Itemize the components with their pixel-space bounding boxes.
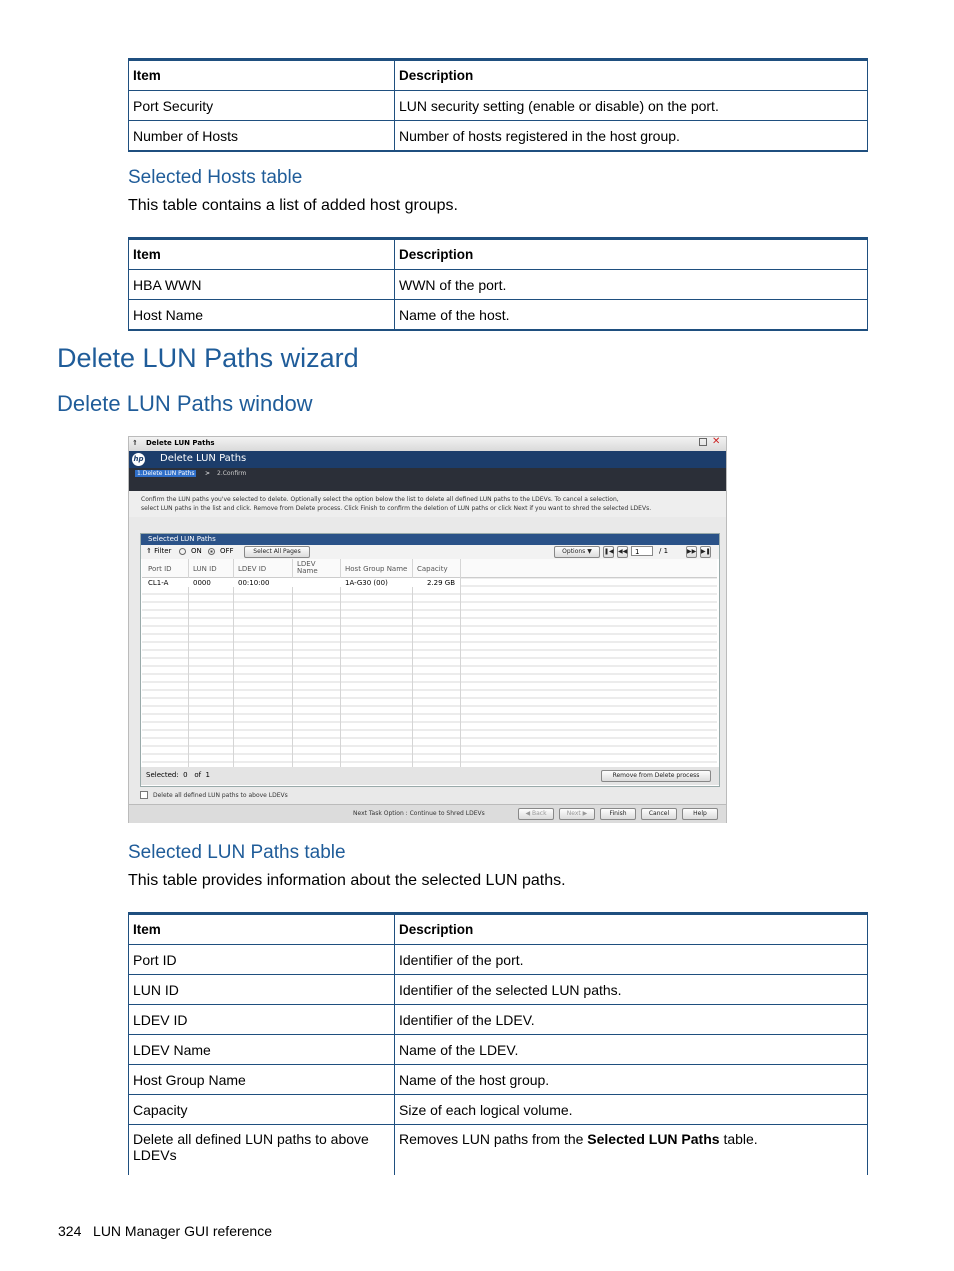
selected-lun-paths-panel [140,533,720,787]
table-row: LUN ID Identifier of the selected LUN paths. [129,975,868,1005]
table-header: Description [395,239,868,270]
col-capacity[interactable]: Capacity [417,565,448,573]
finish-button[interactable]: Finish [600,808,636,820]
next-button[interactable]: Next ▶ [559,808,595,820]
filter-off-label: OFF [220,547,234,555]
cancel-button[interactable]: Cancel [641,808,677,820]
page-total: / 1 [659,547,669,555]
selected-lun-paths-table [128,912,868,1175]
selected-lun-paths-heading: Selected LUN Paths table [128,842,346,863]
table-row: LDEV Name Name of the LDEV. [129,1035,868,1065]
wizard-nav-bar [129,804,726,823]
step-active: 1.Delete LUN Paths [137,470,195,477]
page-number: 324 [58,1223,82,1239]
banner-title: Delete LUN Paths [160,453,247,464]
window-titlebar [129,437,726,452]
col-host-group-name[interactable]: Host Group Name [345,565,408,573]
table-header: Item [129,60,395,91]
back-button[interactable]: ◀ Back [518,808,554,820]
col-port-id[interactable]: Port ID [148,565,172,573]
col-ldev-id[interactable]: LDEV ID [238,565,267,573]
table-header: Item [129,239,395,270]
selected-hosts-intro: This table contains a list of added host groups. [128,197,458,214]
table-row: Host Name Name of the host. [129,300,868,331]
table-row: Port Security LUN security setting (enable or disable) on the port. [129,91,868,121]
help-button[interactable]: Help [682,808,718,820]
prev-page-icon[interactable]: ◀◀ [617,546,628,558]
panel-footer [141,767,719,785]
table-header: Description [395,914,868,945]
wizard-heading: Delete LUN Paths wizard [57,343,359,373]
col-lun-id[interactable]: LUN ID [193,565,217,573]
delete-all-paths-label: Delete all defined LUN paths to above LDEVs [153,792,288,799]
table-row: Number of Hosts Number of hosts registered in the host group. [129,121,868,152]
filter-on-radio[interactable] [179,548,186,555]
panel-title-bar [141,534,719,545]
table-row: HBA WWN WWN of the port. [129,270,868,300]
table-row: Delete all defined LUN paths to above LDEVs Removes LUN paths from the Selected LUN Paths table. [129,1125,868,1176]
panel-toolbar [141,545,719,559]
options-dropdown[interactable]: Options ▼ [554,546,600,558]
hp-logo-icon: hp [132,453,145,466]
table-header: Item [129,914,395,945]
filter-off-radio[interactable] [208,548,215,555]
panel-title: Selected LUN Paths [148,535,216,543]
selected-lun-paths-intro: This table provides information about the selected LUN paths. [128,872,566,889]
table-row: LDEV ID Identifier of the LDEV. [129,1005,868,1035]
window-heading: Delete LUN Paths window [57,391,313,416]
lun-paths-grid [142,559,717,769]
delete-lun-paths-screenshot [128,436,727,823]
window-title: Delete LUN Paths [146,439,215,447]
table-row: Port ID Identifier of the port. [129,945,868,975]
wizard-steps [129,468,726,491]
next-task-option[interactable]: Next Task Option : Continue to Shred LDEVs [353,810,485,817]
page-input[interactable]: 1 [631,546,653,556]
close-icon[interactable]: ✕ [712,436,721,447]
page-footer [58,1223,272,1239]
next-page-icon[interactable]: ▶▶ [686,546,697,558]
top-table [128,58,868,152]
maximize-icon[interactable] [699,438,707,446]
table-row[interactable]: CL1-A 0000 00:10:00 1A-G30 (00) 2.29 GB [142,578,460,587]
table-row: Capacity Size of each logical volume. [129,1095,868,1125]
first-page-icon[interactable]: ❚◀ [603,546,614,558]
filter-toggle[interactable]: ⇑ Filter [146,547,172,555]
delete-all-paths-checkbox[interactable] [140,791,148,799]
table-row: Host Group Name Name of the host group. [129,1065,868,1095]
remove-from-delete-button[interactable]: Remove from Delete process [601,770,711,782]
grid-header [142,559,717,578]
selected-count-label: Selected: 0 of 1 [146,771,210,779]
filter-on-label: ON [191,547,202,555]
last-page-icon[interactable]: ▶❚ [700,546,711,558]
step-next: 2.Confirm [217,470,247,477]
col-ldev-name[interactable]: LDEV Name [297,560,318,575]
footer-section: LUN Manager GUI reference [93,1223,272,1239]
selected-hosts-heading: Selected Hosts table [128,167,303,188]
step-separator: > [205,470,211,477]
selected-hosts-table [128,237,868,331]
table-header: Description [395,60,868,91]
wizard-banner [129,451,726,468]
select-all-pages-button[interactable]: Select All Pages [244,546,310,558]
collapse-icon[interactable]: ⇑ [132,439,138,447]
instructions: Confirm the LUN paths you've selected to delete. Optionally select the option below the list to delete all defined LUN paths to the LDEVs. To cancel a selection, select LUN paths in the list and click. Remove from Delete process. Click Finish to confirm the deletion of LUN paths or click Next if you want to shred the selected LDEVs. [129,491,726,517]
